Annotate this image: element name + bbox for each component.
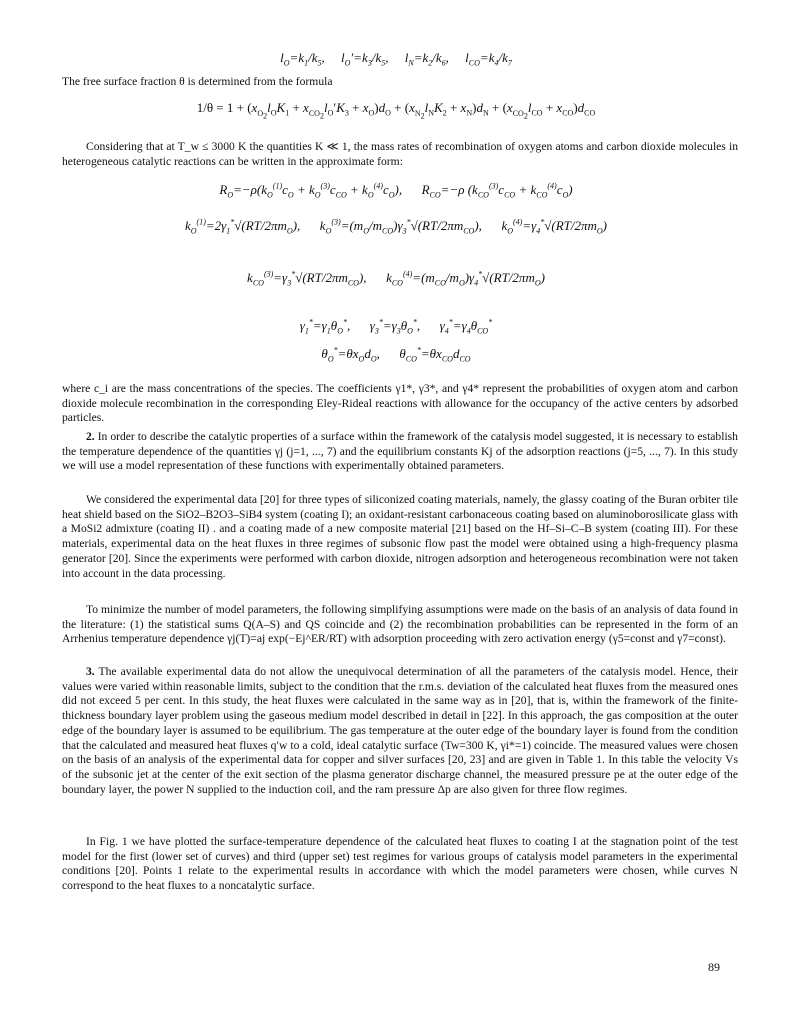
equation-theta-star: $\theta_O^*=\theta x_Od_O$, $\theta_{CO}^*=\theta x_{CO}d_{CO}$ xyxy=(321,346,471,364)
paragraph-fig1: In Fig. 1 we have plotted the surface-temperature dependence of the calculated heat fluxes to coating I at the stagnation point of the test model for the first (lower set of curves) and third (upper set) test regimes for various groups of catalysis model parameters in the experimental conditions [20]. Points 1 relate to the experimental results in accordance with which the model parameters were chosen, while curves N correspond to the heat fluxes to a noncatalytic surface. xyxy=(62,835,738,893)
paragraph-where: where c_i are the mass concentrations of the species. The coefficients γ1*, γ3*, and γ4* represent the probabilities of oxygen atom and carbon dioxide molecule recombination in the corresponding Eley-Rideal reactions with allowance for the occupancy of the active centers by adsorbed particles. xyxy=(62,382,738,425)
equation-theta: $1/\theta = 1 + (x_{O_2}l_OK_1 + x_{CO_2}l_O'K_3 + x_O)d_O + (x_{N_2}l_NK_2 + x_N)d_N + (x_{CO_2}l_{CO} + x_{CO})d_{CO}$ xyxy=(196,100,596,121)
equation-k-oxygen: $k_O^{(1)}=2\gamma_1^*√(RT/2\pi m_O)$, $k_O^{(3)}=(m_O/m_{CO})\gamma_3^*√(RT/2\pi m_{CO})$, $k_O^{(4)}=\gamma_4^*√(RT/2\pi m_O)$ xyxy=(184,218,608,236)
free-surface-sentence: The free surface fraction θ is determined from the formula xyxy=(62,75,333,88)
paragraph-minimize: To minimize the number of model parameters, the following simplifying assumptions were made on the basis of an analysis of data found in the literature: (1) the statistical sums Q(A–S) and QS coincide and (2) the recombination probabilities can be represented in the form of an Arrhenius temperature dependence γj(T)=aj exp(−Ej^ER/RT) with adsorption proceeding with zero activation energy (γ5=const and γ7=const). xyxy=(62,603,738,646)
section-3-paragraph: 3. The available experimental data do not allow the unequivocal determination of all the parameters of the catalysis model. Hence, their values were varied within reasonable limits, subject to the condition that the r.m.s. deviation of the calculated heat fluxes from the measured ones did not exceed 5 per cent. In this study, the heat fluxes were calculated in the same way as in [20], that is, within the framework of the finite-thickness boundary layer problem using the gaseous medium model described in detail in [22]. In this approach, the gas composition at the outer edge of the boundary layer is assumed to be equilibrium. The gas temperature at the outer edge of the boundary layer is found from the condition that the calculated and measured heat fluxes q′w to a cold, ideal catalytic surface (Tw=300 K, γi*=1) coincide. The measured values were chosen on the basis of an analysis of the experimental data for copper and silver surfaces [20, 23] and are given in Table 1. In this table the velocity Vs of the subsonic jet at the center of the exit section of the plasma generator discharge channel, the measured pressure pe at the outer edge of the boundary layer, the power N supplied to the induction coil, and the ram pressure Δp are also given for three flow regimes. xyxy=(62,665,738,796)
equation-k-co: $k_{CO}^{(3)}=\gamma_3^*√(RT/2\pi m_{CO})$, $k_{CO}^{(4)}=(m_{CO}/m_O)\gamma_4^*√(RT/2\pi m_O)$ xyxy=(247,270,545,288)
equation-R: $R_O=-\rho(k_O^{(1)}c_O + k_O^{(3)}c_{CO} + k_O^{(4)}c_O)$, $R_{CO}=-\rho$ $(k_{CO}^{(3)}c_{CO} + k_{CO}^{(4)}c_O)$ xyxy=(219,182,573,200)
section-3-number: 3. xyxy=(86,665,95,678)
paragraph-considering: Considering that at T_w ≤ 3000 K the quantities K ≪ 1, the mass rates of recombination of oxygen atoms and carbon dioxide molecules in heterogeneous catalytic reactions can be written in the approximate form: xyxy=(62,140,738,168)
section-2-number: 2. xyxy=(86,430,95,443)
page-number: 89 xyxy=(708,960,720,974)
equation-l-definitions: $l_O=k_1/k_5$, $l_O'=k_3/k_5$, $l_N=k_2/k_6$, $l_{CO}=k_4/k_7$ xyxy=(280,50,512,68)
equation-gamma-star: $\gamma_1^*=\gamma_1\theta_O^*$, $\gamma_3^*=\gamma_3\theta_O^*$, $\gamma_4^*=\gamma_4\theta_{CO}^*$ xyxy=(299,318,493,336)
section-2-paragraph: 2. In order to describe the catalytic properties of a surface within the framework of the catalysis model suggested, it is necessary to establish the temperature dependence of the quantities γj (j=1, ..., 7) and the equilibrium constants Kj of the adsorption reactions (j=5, ..., 7). In this study we will use a model representation of these functions with experimentally obtained parameters. xyxy=(62,430,738,473)
paragraph-experimental-data: We considered the experimental data [20] for three types of siliconized coating materials, namely, the glassy coating of the Buran orbiter tile heat shield based on the SiO2–B2O3–SiB4 system (coating I); an oxidant-resistant carbonaceous coating based on aluminoborosilicate glass with a MoSi2 admixture (coating II) . and a coating made of a new composite material [21] based on the Hf–Si–C–B system (coating III). For these materials, experimental data on the heat fluxes in three regimes of subsonic flow past the model were obtained using a high-frequency plasma generator [20]. Since the experiments were performed with carbon dioxide, nitrogen adsorption and heterogeneous recombination were not taken into account in the data processing. xyxy=(62,493,738,580)
